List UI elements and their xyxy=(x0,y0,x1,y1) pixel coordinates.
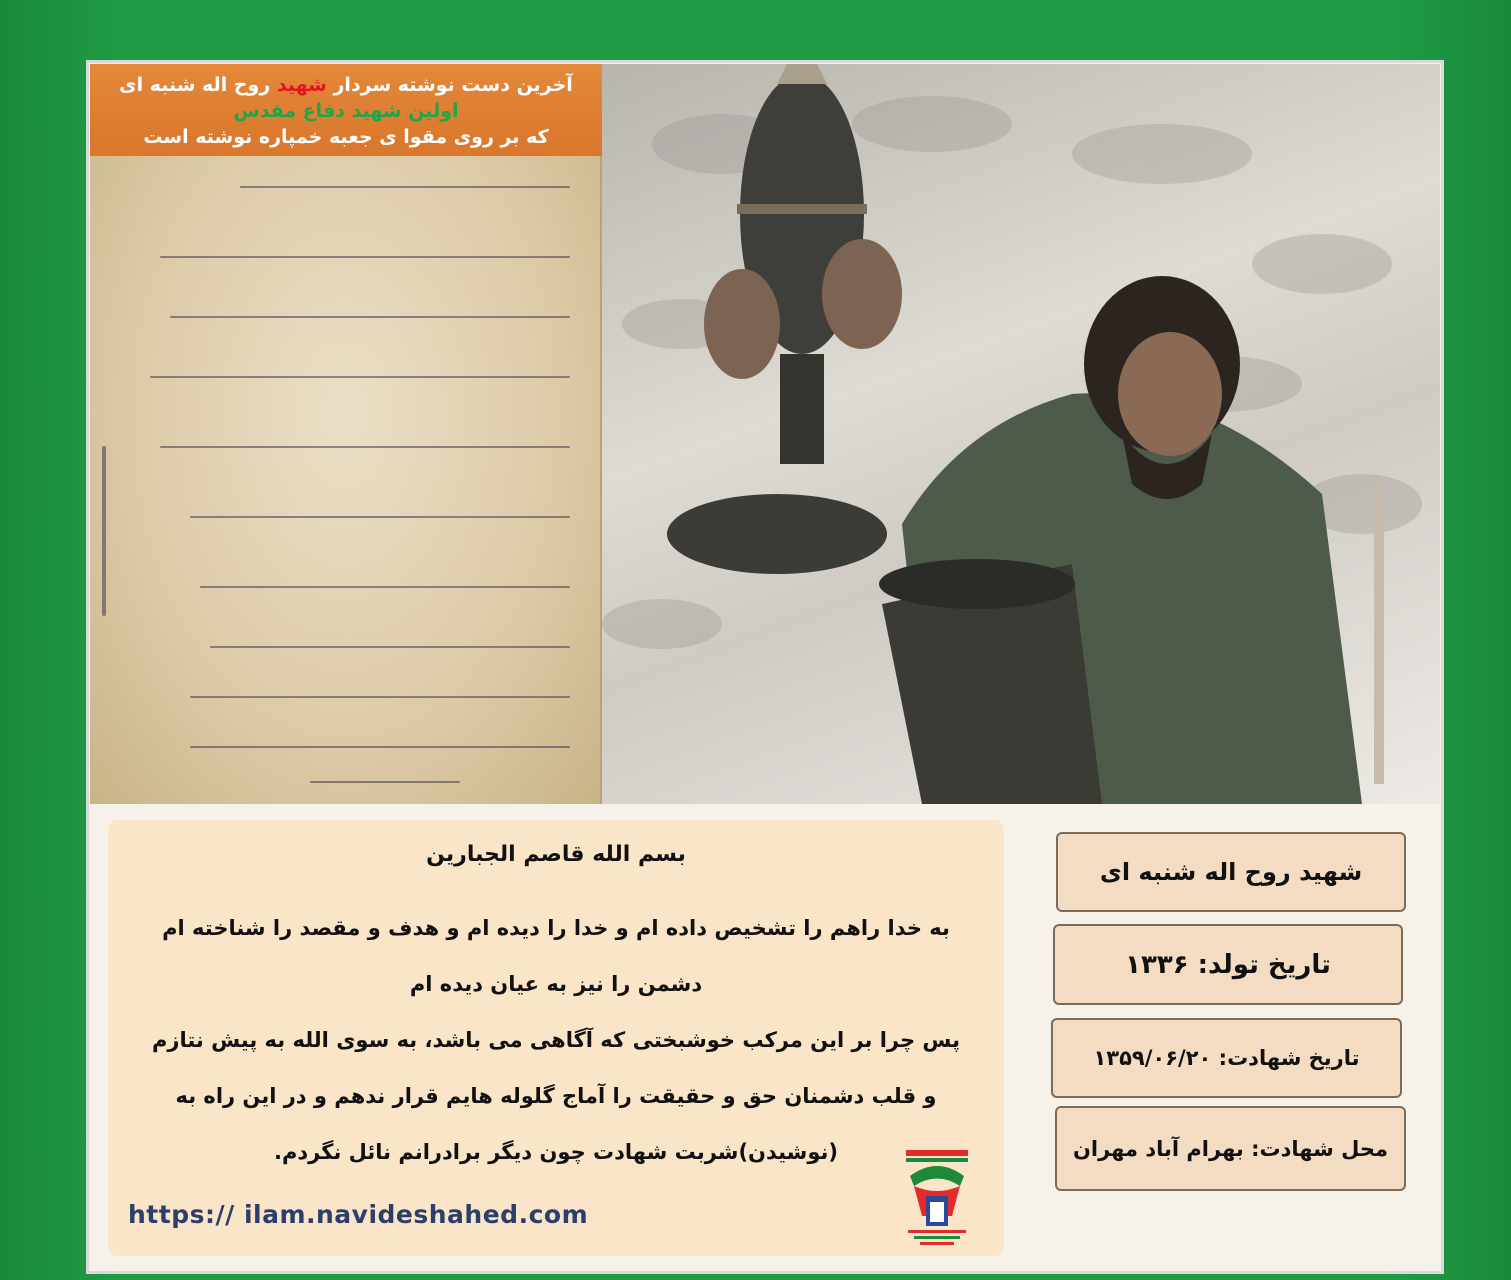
martyr-name: شهید روح اله شنبه ای xyxy=(1099,858,1363,886)
martyr-photo xyxy=(602,64,1440,804)
martyrdom-place-box xyxy=(1055,1106,1406,1191)
letter-line: و قلب دشمنان حق و حقیقت را آماج گلوله هایم قرار ندهم و در این راه به xyxy=(175,1084,937,1108)
caption-line-3: که بر روی مقوا ی جعبه خمپاره نوشته است xyxy=(143,126,549,148)
letter-line: پس چرا بر این مرکب خوشبختی که آگاهی می باشد، به سوی الله به پیش نتازم xyxy=(151,1028,961,1052)
letter-line: دشمن را نیز به عیان دیده ام xyxy=(409,972,703,996)
martyrdom-date: تاریخ شهادت: ۱۳۵۹/۰۶/۲۰ xyxy=(1093,1046,1360,1070)
letter-text-panel xyxy=(108,820,1004,1256)
martyr-name-box xyxy=(1056,832,1406,912)
martyrdom-date-box xyxy=(1051,1018,1402,1098)
handwritten-note-image xyxy=(90,156,602,804)
letter-line: به خدا راهم را تشخیص داده ام و خدا را دیده ام و هدف و مقصد را شناخته ام xyxy=(162,916,950,940)
letter-body xyxy=(118,900,994,1180)
martyrdom-place: محل شهادت: بهرام آباد مهران xyxy=(1073,1136,1388,1161)
letter-line: (نوشیدن)شربت شهادت چون دیگر برادرانم نائل نگردم. xyxy=(274,1140,838,1164)
letter-title: بسم الله قاصم الجبارین xyxy=(426,842,686,867)
birth-date-box xyxy=(1053,924,1403,1005)
caption-highlight-red: شهید xyxy=(276,74,327,96)
header-caption xyxy=(90,64,602,156)
caption-line-1: آخرین دست نوشته سردار شهید روح اله شنبه ای xyxy=(119,74,573,96)
photo-area xyxy=(90,64,1440,804)
caption-line-2: اولین شهید دفاع مقدس xyxy=(233,100,459,122)
birth-date: تاریخ تولد: ۱۳۳۶ xyxy=(1125,949,1331,980)
website-link[interactable]: https:// ilam.navideshahed.com xyxy=(128,1200,589,1229)
foundation-logo xyxy=(900,1146,974,1250)
